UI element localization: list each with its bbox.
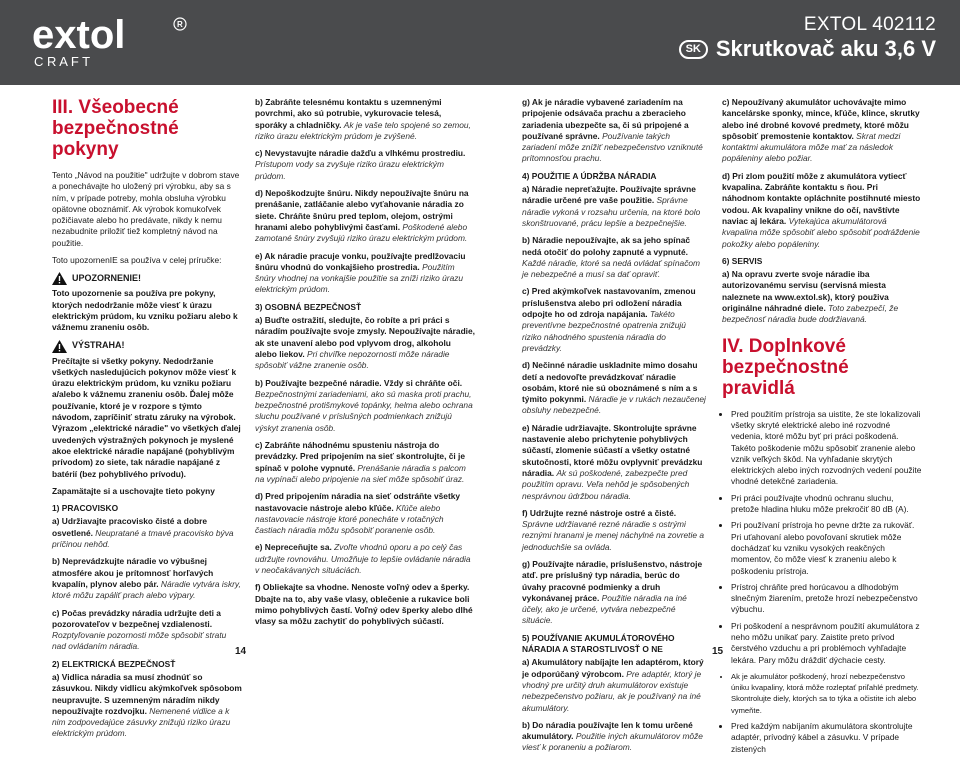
rule-item: a) Vidlica náradia sa musí zhodnúť so zásuvkou. Nikdy vidlicu akýmkoľvek spôsobom neupravujte. S uzemneným náradím nikdy nepoužívajte rozdvojku. Nemenené vidlice a k nim zodpovedajúce zásuvky znižujú riziko úrazu elektrickým prúdom. <box>52 671 242 739</box>
subsection-title: 3) OSOBNÁ BEZPEČNOSŤ <box>255 301 362 312</box>
rule-item: d) Pri zlom použití môže z akumulátora vytiecť kvapalina. Zabráňte kontaktu s ňou. Pri náhodnom kontakte opláchnite postihnuté miesto vodou. Ak kvapaliny vnikne do očí, navštívte naviac aj lekára. Vytekajúca akumulátorová kvapalina môže spôsobiť alebo spôsobiť podráždenie pokožky alebo popáleniny. <box>722 170 921 249</box>
subsection-title: 1) PRACOVISKO <box>52 503 119 514</box>
column-1 <box>52 97 242 746</box>
rule-item: g) Používajte náradie, príslušenstvo, nástroje atď. pre príslušný typ náradia, berúc do úvahy pracovné podmienky a druh vykonávanej práce. Použitie náradia na iné účely, ako je určené, vytvára nebezpečné situácie. <box>522 558 703 626</box>
column-4 <box>722 97 922 760</box>
list-item: • Pri používaní prístroja ho pevne držte za rukoväť. Pri uťahovaní alebo povoľovaní skrutiek môže dochádzať ku vzniku vysokých reakčných momentov, čo môže viesť k zraneniu alebo k poškodeniu prístroja. <box>731 520 922 576</box>
brand-wordmark: extol <box>32 14 126 57</box>
rule-item: b) Používajte bezpečné náradie. Vždy si chráňte oči. Bezpečnostnými zariadeniami, ako sú maska proti prachu, bezpečnostné protišmykové topánky, helma alebo ochrana sluchu používané v príslušných podmienkach znižujú výskyt zranenia osôb. <box>255 377 473 433</box>
warning-label: UPOZORNENIE! <box>72 273 142 284</box>
rule-item: a) Akumulátory nabíjajte len adaptérom, ktorý je odporúčaný výrobcom. Pre adaptér, ktorý je vhodný pre určitý druh akumulátorov existuje nebezpečenstvo požiaru, ak je používaný na iné akumulátory. <box>522 657 704 713</box>
subsection-title: 4) POUŽITIE A ÚDRŽBA NÁRADIA <box>522 170 657 181</box>
subsection-title: 6) SERVIS <box>722 255 763 266</box>
extol-craft-logo <box>32 14 222 69</box>
rule-item: b) Zabráňte telesnému kontaktu s uzemnenými povrchmi, ako sú potrubie, vykurovacie telesá, sporáky a chladničky. Ak je vaše telo spojené so zemou, riziko úrazu elektrickým prúdom je zvýšené. <box>255 97 471 141</box>
intro-text: Tento „Návod na použitie" udržujte v dobrom stave a ponechávajte ho uložený pri výrobku, aby sa s ním, v prípade potreby, mohla obsluha výrobku opätovne oboznámiť. Ak výrobok komukoľvek požičiavate alebo ho predávate, nikdy k nemu nezabudnite priložiť tiež kompletný návod na použitie. <box>52 170 240 248</box>
list-item: • Pred použitím prístroja sa uistite, že ste lokalizovali všetky skryté elektrické alebo iné rozvodné vedenia, ktoré môžu byť pri práci poškodená. Takéto poškodenie môžu spôsobiť zranenie alebo vznik veľkých škôd. Na vyhľadanie skrytých elektrických alebo iných rozvodných vedení použite vhodné detekčné zariadenia. <box>731 409 922 488</box>
column-3 <box>522 97 706 760</box>
warning-triangle-icon <box>52 340 67 353</box>
caution-text: Prečítajte si všetky pokyny. Nedodržanie všetkých nasledujúcich pokynov môže viesť k úrazu elektrickým prúdom, ku vzniku požiaru a/alebo k vážnemu zraneniu osôb. Ďalej môže používanie, ktoré je v rozpore s týmto návodom, zapríčiniť stratu záruky na výrobok. Výrazom „elektrické náradie" vo všetkých ďalej uvedených výstražných pokynoch je myslené akoe elektrické náradie napájané (pohyblivým prívodom) zo siete, tak náradie napájané z batérií (bez pohyblivého prívodu). <box>52 355 241 479</box>
rule-item: c) Počas prevádzky náradia udržujte deti a pozorovateľov v bezpečnej vzdialenosti. Rozptyľovanie pozornosti môže spôsobiť stratu nad ovládaním náradia. <box>52 607 227 652</box>
subsection-title: 2) ELEKTRICKÁ BEZPEČNOSŤ <box>52 658 176 669</box>
rule-item: c) Nepoužívaný akumulátor uchovávajte mimo kancelárske sponky, mince, kľúče, klince, skrutky alebo iné drobné kovové predmety, ktoré môžu spôsobiť premostenie kontaktov. Skrat medzi kontaktmi akumulátora môže mať za následok popáleniny alebo požiar. <box>722 97 920 164</box>
rule-item: c) Nevystavujte náradie dažďu a vlhkému prostrediu. Prístupom vody sa zvyšuje riziko úrazu elektrickým prúdom. <box>255 148 466 181</box>
rule-item: a) Udržiavajte pracovisko čisté a dobre osvetlené. Neupratané a tmavé pracovisko býva príčinou nehôd. <box>52 516 234 550</box>
column-2 <box>255 97 475 633</box>
model-number: EXTOL 402112 <box>803 14 936 35</box>
subsection-title: 5) POUŽÍVANIE AKUMULÁTOROVÉHO NÁRADIA A STAROSTLIVOSŤ O NE <box>522 632 675 655</box>
rule-item: e) Náradie udržiavajte. Skontrolujte správne nastavenie alebo prichytenie pohyblivých súčastí, zlomenie súčastí a všetky ostatné skutočnosti, ktoré môžu ovplyvniť prevádzku náradia. Ak sú poškodené, zabezpečte pred použitím opravu. Veľa nehôd je spôsobených nesprávnou údržbou náradia. <box>522 422 703 501</box>
rule-item: d) Nečinné náradie uskladnite mimo dosahu detí a nedovoľte prevádzkovať náradie osobám, ktoré nie sú oboznámené s ním a s týmito pokynmi. Náradie je v rukách nezaučenej obsluhy nebezpečné. <box>522 360 706 416</box>
page-header <box>0 0 960 85</box>
list-item: • Pred každým nabíjaním akumulátora skontrolujte adaptér, prívodný kábel a zásuvku. V prípade zistených <box>731 721 922 755</box>
list-item: • Pri práci používajte vhodnú ochranu sluchu, pretože hladina hluku môže prekročiť 80 dB (A). <box>731 493 922 516</box>
page-number-right: 15 <box>712 646 724 657</box>
rule-item: e) Ak náradie pracuje vonku, používajte predlžovaciu šnúru vhodnú do vonkajšieho prostredia. Použitím šnúry vhodnej na vonkajšie použitie sa zníži riziko úrazu elektrickým prúdom. <box>255 250 466 295</box>
rule-item: f) Udržujte rezné nástroje ostré a čisté. Správne udržiavané rezné náradie s ostrými reznými hranami je menej náchylné na zovretie a jednoduchšie sa ovláda. <box>522 507 705 552</box>
rule-item: b) Náradie nepoužívajte, ak sa jeho spínač nedá otočiť do polohy zapnuté a vypnuté. Každé náradie, ktoré sa nedá ovládať spínačom je nebezpečné a musí sa dať opraviť. <box>522 235 701 280</box>
rule-item: c) Zabráňte náhodnému spusteniu nástroja do prevádzky. Pred pripojením na sieť skontrolujte, či je spínač v polohe vypnuté. Prenášanie náradia s palcom na vypínači alebo pripojenie na sieť môže spôsobiť úraz. <box>255 440 466 484</box>
rule-item: a) Buďte ostražití, sledujte, čo robíte a pri práci s náradím používajte svoje zmysly. Nepoužívajte náradie, ak ste unavení alebo pod vplyvom drog, alkoholu alebo liekov. Pri chvíľke nepozornosti môže náradie spôsobiť vážne zranenie osôb. <box>255 315 475 371</box>
rule-item: e) Nepreceňujte sa. Zvoľte vhodnú oporu a po celý čas udržujte rovnováhu. Umožňuje to lepšie ovládanie náradia v neočakávaných situáciách. <box>255 542 471 575</box>
page-number-left: 14 <box>235 646 247 657</box>
rule-item: f) Obliekajte sa vhodne. Nenoste voľný odev a šperky. Dbajte na to, aby vaše vlasy, oblečenie a rukavice boli mimo pohyblivých častí. Voľný odev šperky alebo dlhé vlasy sa môžu zachytiť do pohyblivých súčastí. <box>255 582 473 627</box>
warning-triangle-icon <box>52 272 67 285</box>
rule-item: a) Náradie nepreťažujte. Používajte správne náradie určené pre vaše použitie. Správne náradie vykoná v rozsahu určenia, na ktoré bolo skonštruované, prácu lepšie a bezpečnejšie. <box>522 184 701 228</box>
list-item: • Prístroj chráňte pred horúcavou a dlhodobým slnečným žiarením, pretože hrozí nebezpečenstvo výbuchu. <box>731 582 922 616</box>
caution-notice <box>52 340 242 353</box>
rule-item: d) Pred pripojením náradia na sieť odstráňte všetky nastavovacie nástroje alebo kľúče. Kľúče alebo nastavovacie nástroje ktoré ponecháte v rotačných častiach náradia môžu spôsobiť poranenie osôb. <box>255 491 461 536</box>
warning-text: Toto upozornenie sa používa pre pokyny, ktorých nedodržanie môže viesť k úrazu elektrickým prúdom, ku vzniku požiaru alebo k vážnemu zraneniu osôb. <box>52 288 238 333</box>
bullet-list <box>722 409 922 755</box>
rule-item: c) Pred akýmkoľvek nastavovaním, zmenou príslušenstva alebo pri odložení náradia odpojte ho od zdroja napájania. Takéto preventívne bezpečnostné opatrenia znižujú riziko náhodného spustenia náradia do prevádzky. <box>522 286 696 353</box>
rule-item: d) Nepoškodzujte šnúru. Nikdy nepoužívajte šnúru na prenášanie, zatláčanie alebo vyťahovanie náradia zo siete. Chráňte šnúru pred teplom, olejom, ostrými hranami alebo pohyblivými časťami. Poškodené alebo zamotané šnúry zvyšujú riziko úrazu elektrickým prúdom. <box>255 188 469 244</box>
list-item: • Ak je akumulátor poškodený, hrozí nebezpečenstvo úniku kvapaliny, ktorá môže rozleptať priľahlé predmety. Skontrolujte diely, ktorých sa to týka a očistite ich alebo vymeňte. <box>731 671 922 716</box>
rule-item: b) Neprevádzkujte náradie vo výbušnej atmosfére akou je prítomnosť horľavých kvapalín, plynov alebo pár. Náradie vytvára iskry, ktoré môžu zapáliť prach alebo výpary. <box>52 556 241 601</box>
save-instructions: Zapamätajte si a uschovajte tieto pokyny <box>52 485 215 496</box>
warning-notice <box>52 272 242 285</box>
brand-sub: C R A F T <box>34 54 91 69</box>
svg-text:R: R <box>177 20 183 29</box>
section-heading-iii: III. Všeobecné bezpečnostné pokyny <box>52 97 179 160</box>
rule-item: g) Ak je náradie vybavené zariadením na pripojenie odsávača prachu a zberacieho zariadenia ubezpečte sa, či sú pripojené a používané správne. Používanie takých zariadení môže znížiť nebezpečenstvo vzniknuté prítomnosťou prachu. <box>522 97 703 164</box>
section-heading-iv: IV. Doplnkové bezpečnostné pravidlá <box>722 335 849 399</box>
title-row <box>679 36 936 62</box>
caution-label: VÝSTRAHA! <box>72 340 125 351</box>
list-item: • Pri poškodení a nesprávnom použití akumulátora z neho môžu unikať pary. Zaistite preto prívod čerstvého vzduchu a pri problémoch vyhľadajte lekára. Pary môžu dráždiť dýchacie cesty. <box>731 621 922 666</box>
language-badge: SK <box>679 40 708 59</box>
rule-item: b) Do náradia používajte len k tomu určené akumulátory. Použitie iných akumulátorov môže viesť k poraneniu a požiarom. <box>522 719 703 753</box>
rule-item: a) Na opravu zverte svoje náradie iba autorizovanému servisu (servisná miesta naleznete na www.extol.sk), ktorý použiva originálne náhradné diele. Toto zabezpečí, že bezpečnosť náradia bude dodržiavaná. <box>722 269 899 325</box>
note-text: Toto upozornenIE sa používa v celej príručke: <box>52 255 222 266</box>
document-title: Skrutkovač aku 3,6 V <box>715 36 936 61</box>
